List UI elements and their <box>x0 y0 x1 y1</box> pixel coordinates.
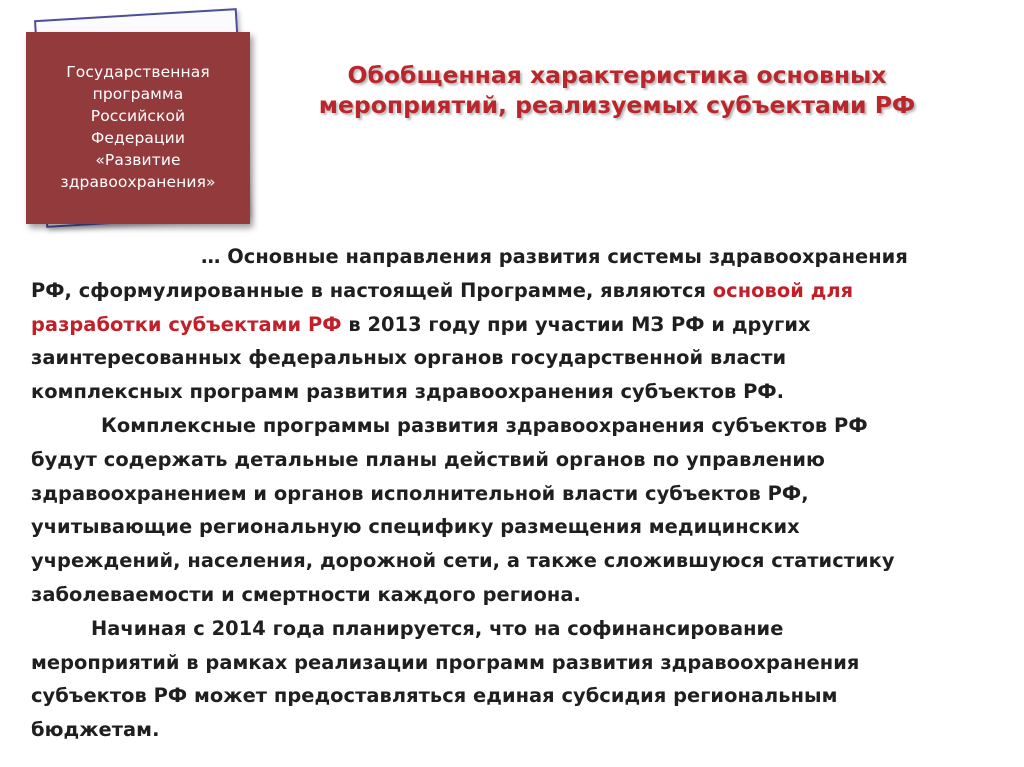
p3-line-4: бюджетам. <box>31 718 160 742</box>
p1-highlight-2: разработки субъектами РФ <box>31 312 342 336</box>
p2-line-1: Комплексные программы развития здравоохранения субъектов РФ <box>101 413 868 437</box>
p2-line-5: учреждений, населения, дорожной сети, а также сложившуюся статистику <box>31 549 895 573</box>
p2-line-2: будут содержать детальные планы действий органов по управлению <box>31 447 825 471</box>
slide-title <box>262 60 972 120</box>
p1-line-5: комплексных программ развития здравоохранения субъектов РФ. <box>31 380 785 404</box>
title-line-1: Обобщенная характеристика основных <box>347 61 887 89</box>
badge-line: программа <box>92 85 184 103</box>
badge-line: здравоохранения» <box>60 173 216 191</box>
p1-line-2-text: РФ, сформулированные в настоящей Программе, являются <box>31 278 713 302</box>
p1-highlight-1: основой для <box>712 278 854 302</box>
p1-line-3-text: в 2013 году при участии МЗ РФ и других <box>341 312 811 336</box>
body-text <box>31 240 1001 747</box>
badge-line: Российской <box>90 107 186 125</box>
badge-line: «Развитие <box>95 151 181 169</box>
p1-line-3 <box>31 308 1001 342</box>
title-line-2: мероприятий, реализуемых субъектами РФ <box>318 91 916 119</box>
p1-line-4: заинтересованных федеральных органов государственной власти <box>31 346 787 370</box>
program-badge <box>26 32 250 224</box>
p2-line-6: заболеваемости и смертности каждого региона. <box>31 582 581 606</box>
p3-line-3: субъектов РФ может предоставляться единая субсидия региональным <box>31 684 838 708</box>
p1-line-1: … Основные направления развития системы здравоохранения <box>201 245 908 268</box>
p2-line-3: здравоохранением и органов исполнительной власти субъектов РФ, <box>31 481 809 505</box>
badge-line: Государственная <box>66 63 210 81</box>
p3-line-2: мероприятий в рамках реализации программ развития здравоохранения <box>31 650 860 674</box>
p2-line-4: учитывающие региональную специфику размещения медицинских <box>31 515 800 539</box>
p3-line-1: Начиная с 2014 года планируется, что на софинансирование <box>91 616 784 640</box>
p1-line-2 <box>31 274 1001 308</box>
badge-line: Федерации <box>90 129 186 147</box>
